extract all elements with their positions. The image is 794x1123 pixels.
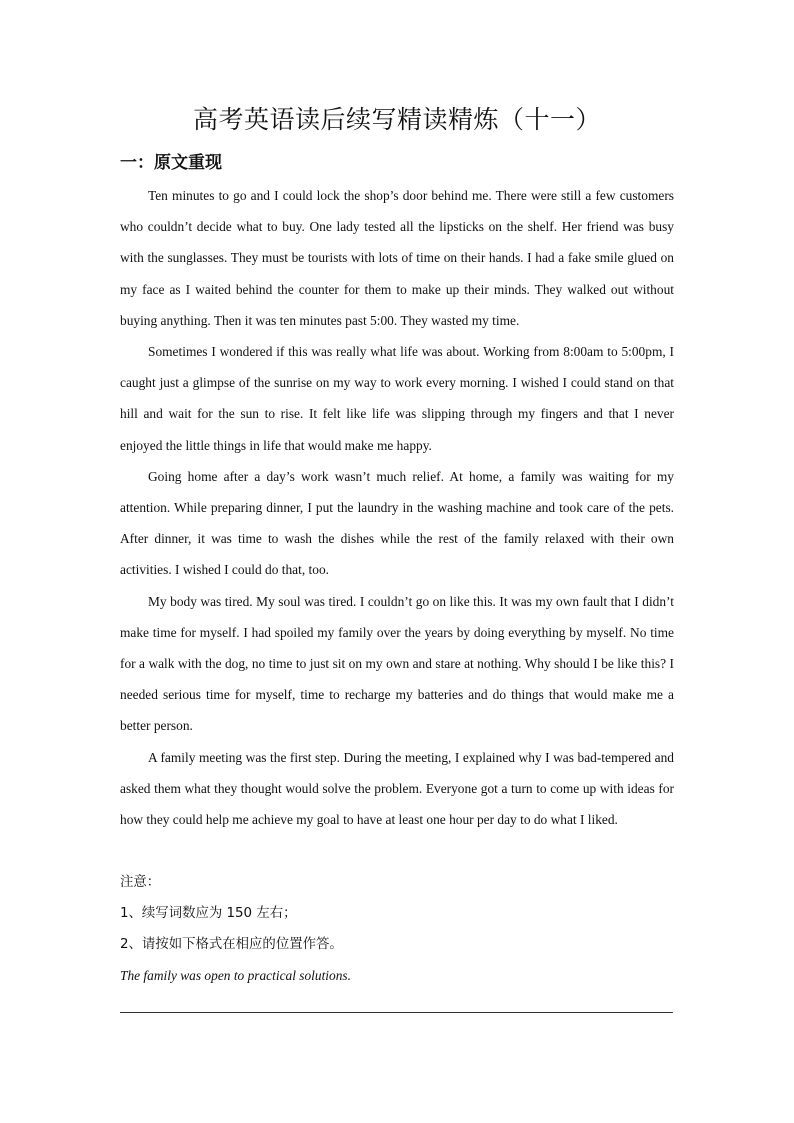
paragraph-1: Ten minutes to go and I could lock the shop’s door behind me. There were still a few customers who couldn’t decide what to buy. One lady tested all the lipsticks on the shelf. Her friend was busy with the sunglasses. They must be tourists with lots of time on their hands. I had a fake smile glued on my face as I waited behind the counter for them to make up their minds. They walked out without buying anything. Then it was ten minutes past 5:00. They wasted my time. <box>120 188 674 328</box>
continuation-prompt: The family was open to practical solutions. <box>120 968 351 983</box>
notes-section <box>120 867 674 961</box>
section-heading: 一：原文重现 <box>120 153 222 173</box>
document-title: 高考英语读后续写精读精炼（十一） <box>192 105 601 134</box>
note-item-2: 2、请按如下格式在相应的位置作答。 <box>120 937 343 953</box>
paragraph-5: A family meeting was the first step. During the meeting, I explained why I was bad-tempered and asked them what they thought would solve the problem. Everyone got a turn to come up with ideas for how they could help me achieve my goal to have at least one hour per day to do what I liked. <box>120 749 674 828</box>
original-text <box>120 180 674 835</box>
note-item-1: 1、续写词数应为 150 左右； <box>120 906 297 922</box>
paragraph-2: Sometimes I wondered if this was really what life was about. Working from 8:00am to 5:00pm, I caught just a glimpse of the sunrise on my way to work every morning. I wished I could stand on that hill and wait for the sun to rise. It felt like life was slipping through my fingers and that I never enjoyed the little things in life that would make me happy. <box>120 344 674 453</box>
answer-line <box>120 1012 673 1013</box>
paragraph-4: My body was tired. My soul was tired. I couldn’t go on like this. It was my own fault that I didn’t make time for myself. I had spoiled my family over the years by doing everything by myself. No time for a walk with the dog, no time to just sit on my own and stare at nothing. Why should I be like this? I needed serious time for myself, time to recharge my batteries and do things that would make me a better person. <box>120 593 674 734</box>
notes-label: 注意： <box>120 875 161 890</box>
paragraph-3: Going home after a day’s work wasn’t much relief. At home, a family was waiting for my attention. While preparing dinner, I put the laundry in the washing machine and took care of the pets. After dinner, it was time to wash the dishes while the rest of the family relaxed with their own activities. I wished I could do that, too. <box>120 468 674 578</box>
